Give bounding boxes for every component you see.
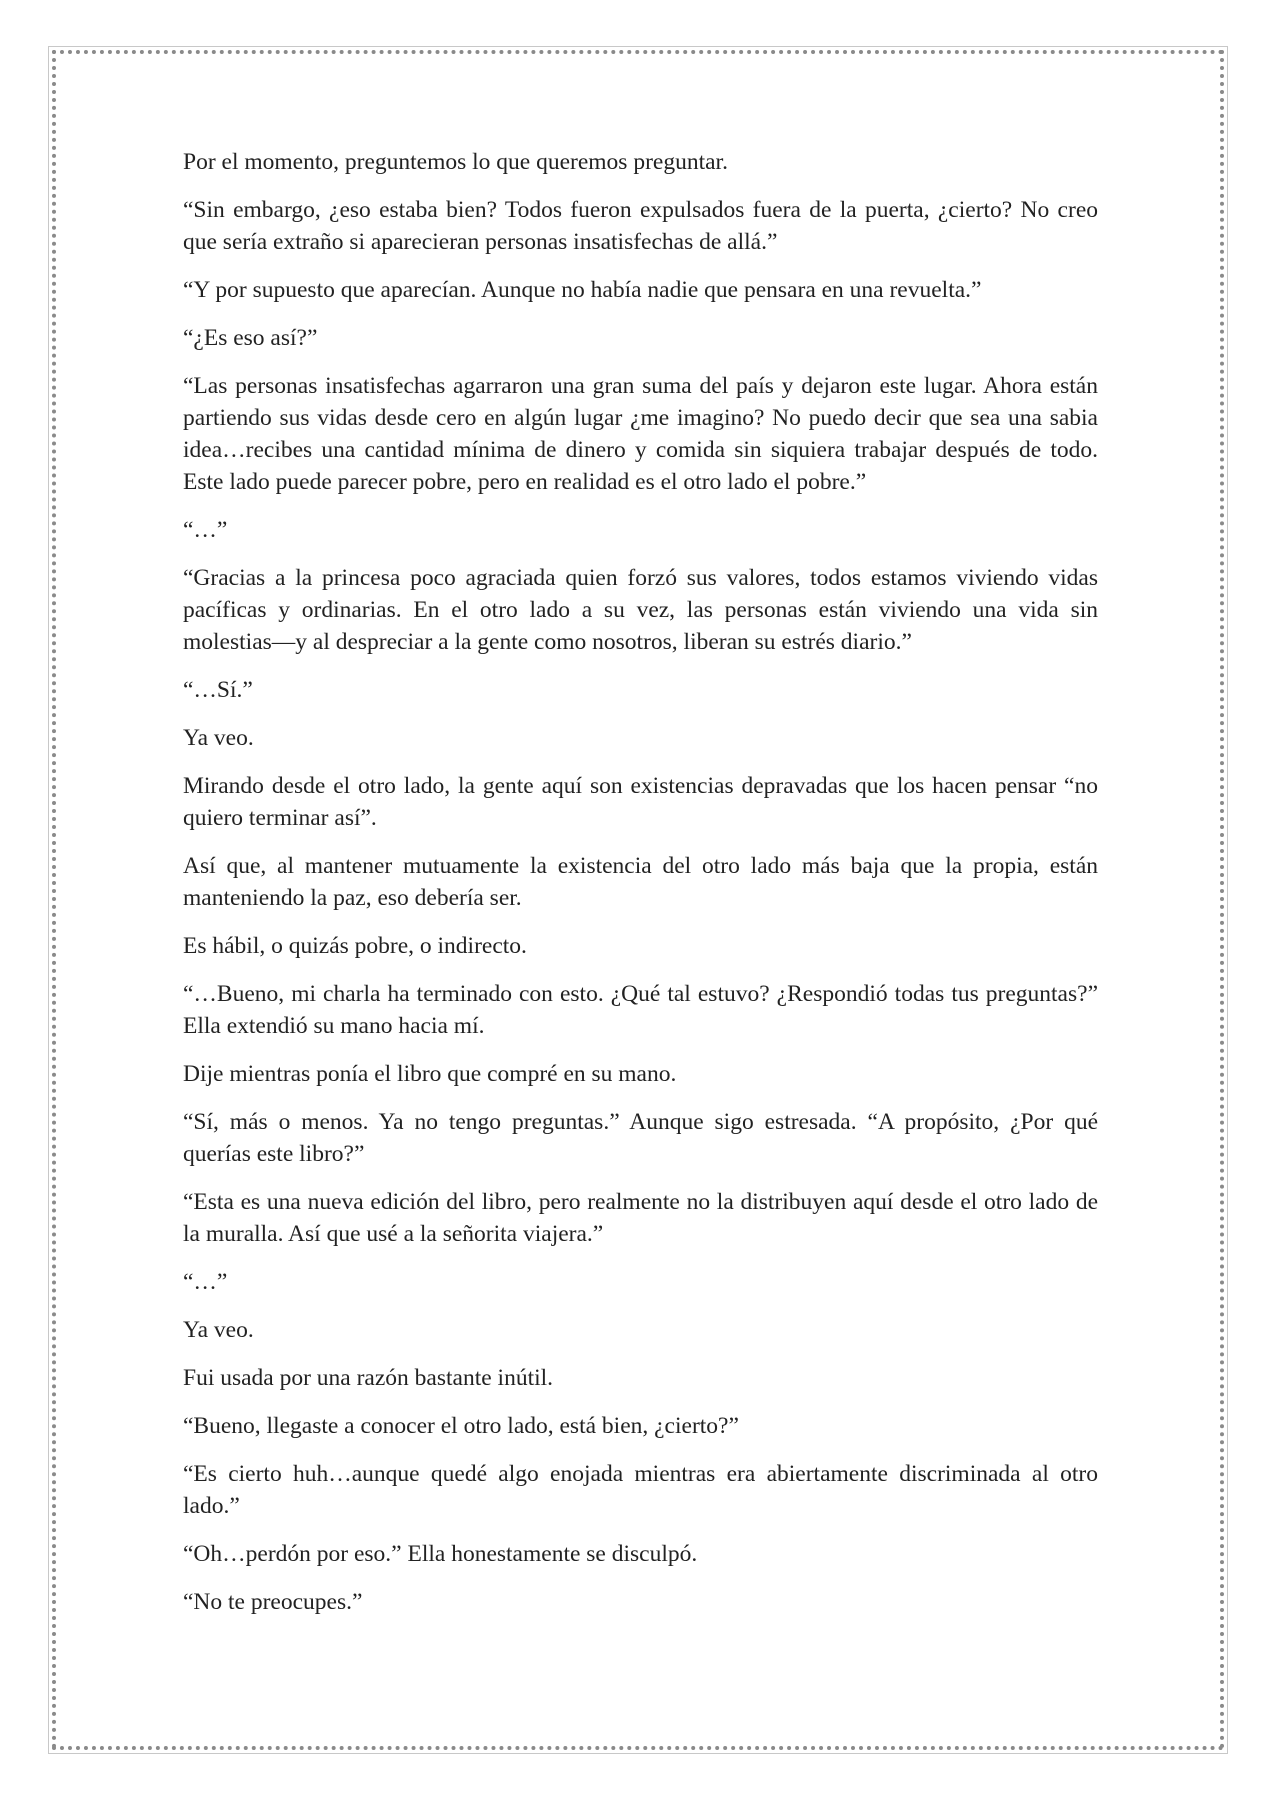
paragraph: “No te preocupes.” [183, 1589, 363, 1615]
paragraph: “Esta es una nueva edición del libro, pero realmente no la distribuyen aquí desde el otro lado de la muralla. Así que usé a la señorita viajera.” [183, 1189, 1098, 1247]
paragraph: Fui usada por una razón bastante inútil. [183, 1365, 554, 1391]
paragraph: Ya veo. [183, 1317, 254, 1343]
paragraph: “…” [183, 1269, 228, 1295]
paragraph: “Es cierto huh…aunque quedé algo enojada mientras era abiertamente discriminada al otro lado.” [183, 1461, 1098, 1519]
paragraph: Por el momento, preguntemos lo que queremos preguntar. [183, 149, 728, 175]
paragraph: “Oh…perdón por eso.” Ella honestamente se disculpó. [183, 1541, 698, 1567]
paragraph: Ya veo. [183, 725, 254, 751]
paragraph: “Bueno, llegaste a conocer el otro lado, está bien, ¿cierto?” [183, 1413, 739, 1439]
paragraph: “Sin embargo, ¿eso estaba bien? Todos fueron expulsados fuera de la puerta, ¿cierto? No creo que sería extraño si aparecieran personas insatisfechas de allá.” [183, 197, 1098, 255]
paragraph: Así que, al mantener mutuamente la existencia del otro lado más baja que la propia, están manteniendo la paz, eso debería ser. [183, 853, 1098, 911]
paragraph: “¿Es eso así?” [183, 325, 318, 351]
paragraph: “…Sí.” [183, 677, 253, 703]
paragraph: “Y por supuesto que aparecían. Aunque no había nadie que pensara en una revuelta.” [183, 277, 982, 303]
paragraph: Dije mientras ponía el libro que compré en su mano. [183, 1061, 677, 1087]
paragraph: “Sí, más o menos. Ya no tengo preguntas.” Aunque sigo estresada. “A propósito, ¿Por qué querías este libro?” [183, 1109, 1098, 1167]
paragraph: Mirando desde el otro lado, la gente aquí son existencias depravadas que los hacen pensar “no quiero terminar así”. [183, 773, 1098, 831]
page-text [183, 146, 1098, 1634]
paragraph: “…” [183, 517, 228, 543]
paragraph: “Las personas insatisfechas agarraron una gran suma del país y dejaron este lugar. Ahora están partiendo sus vidas desde cero en algún lugar ¿me imagino? No puedo decir que sea una sabia idea…recibes una cantidad mínima de dinero y comida sin siquiera trabajar después de todo. Este lado puede parecer pobre, pero en realidad es el otro lado el pobre.” [183, 373, 1098, 495]
paragraph: “…Bueno, mi charla ha terminado con esto. ¿Qué tal estuvo? ¿Respondió todas tus preguntas?” Ella extendió su mano hacia mí. [183, 981, 1098, 1039]
paragraph: Es hábil, o quizás pobre, o indirecto. [183, 933, 527, 959]
paragraph: “Gracias a la princesa poco agraciada quien forzó sus valores, todos estamos viviendo vidas pacíficas y ordinarias. En el otro lado a su vez, las personas están viviendo una vida sin molestias—y al despreciar a la gente como nosotros, liberan su estrés diario.” [183, 565, 1098, 655]
